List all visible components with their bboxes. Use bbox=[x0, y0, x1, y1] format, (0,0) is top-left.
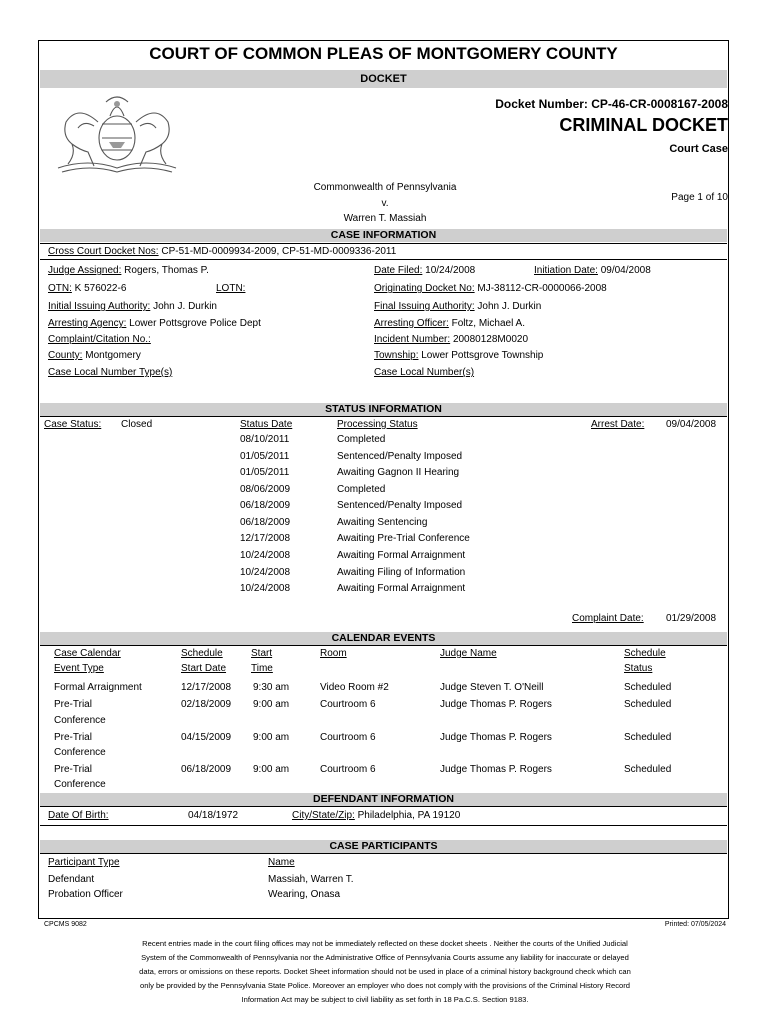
status-text: Completed bbox=[337, 484, 386, 495]
judge-label: Judge Assigned: bbox=[48, 265, 122, 276]
calendar-start-date: 12/17/2008 bbox=[181, 682, 232, 693]
status-date: 06/18/2009 bbox=[240, 500, 291, 511]
defendant-information-heading: DEFENDANT INFORMATION bbox=[40, 793, 727, 806]
case-status-value: Closed bbox=[121, 419, 153, 430]
case-local-number-type-label: Case Local Number Type(s) bbox=[48, 367, 173, 378]
township-label: Township: bbox=[374, 350, 419, 361]
calendar-start-time: 9:00 am bbox=[253, 732, 290, 743]
participant-type: Probation Officer bbox=[48, 889, 123, 900]
calendar-status: Scheduled bbox=[624, 732, 672, 743]
calendar-start-time: 9:00 am bbox=[253, 699, 290, 710]
township-value: Lower Pottsgrove Township bbox=[421, 350, 544, 361]
status-date: 01/05/2011 bbox=[240, 451, 290, 462]
status-date-header: Status Date bbox=[240, 419, 293, 430]
participant-type-header: Participant Type bbox=[48, 857, 120, 868]
final-authority-value: John J. Durkin bbox=[477, 301, 542, 312]
calendar-start-time: 9:30 am bbox=[253, 682, 290, 693]
disclaimer-line: only be provided by the Pennsylvania State Police. Moreover an employer who does not comply with the provisions of the Criminal History Record bbox=[139, 981, 631, 990]
calendar-status: Scheduled bbox=[624, 699, 672, 710]
participant-name: Wearing, Onasa bbox=[268, 889, 341, 900]
cross-court-value: CP-51-MD-0009934-2009, CP-51-MD-0009336-2011 bbox=[161, 246, 397, 257]
disclaimer-line: System of the Commonwealth of Pennsylvania nor the Administrative Office of Pennsylvania Courts assume any liability for inaccurate or delayed bbox=[141, 953, 629, 962]
date-filed-label: Date Filed: bbox=[374, 265, 423, 276]
divider bbox=[40, 806, 727, 807]
city-state-zip-label: City/State/Zip: bbox=[292, 810, 355, 821]
docket-type: CRIMINAL DOCKET bbox=[559, 115, 728, 135]
status-date: 10/24/2008 bbox=[240, 550, 291, 561]
calendar-room: Courtroom 6 bbox=[320, 699, 376, 710]
arresting-agency-label: Arresting Agency: bbox=[48, 318, 127, 329]
cross-court-label: Cross Court Docket Nos: bbox=[48, 246, 159, 257]
calendar-events-heading: CALENDAR EVENTS bbox=[40, 632, 727, 645]
arrest-date-value: 09/04/2008 bbox=[666, 419, 717, 430]
incident-number-label: Incident Number: bbox=[374, 334, 451, 345]
calendar-header-start-date: Start Date bbox=[181, 663, 227, 674]
status-text: Awaiting Filing of Information bbox=[337, 567, 466, 578]
status-date: 10/24/2008 bbox=[240, 567, 291, 578]
arresting-agency-value: Lower Pottsgrove Police Dept bbox=[129, 318, 261, 329]
page-number: Page 1 of 10 bbox=[671, 192, 728, 203]
calendar-start-date: 06/18/2009 bbox=[181, 764, 232, 775]
status-date: 06/18/2009 bbox=[240, 517, 291, 528]
status-information-heading: STATUS INFORMATION bbox=[40, 403, 727, 416]
participant-name-header: Name bbox=[268, 857, 295, 868]
calendar-header-event-type: Event Type bbox=[54, 663, 104, 674]
calendar-judge: Judge Thomas P. Rogers bbox=[440, 764, 552, 775]
court-case-label: Court Case bbox=[669, 143, 728, 155]
arrest-date-label: Arrest Date: bbox=[591, 419, 645, 430]
calendar-header-judge: Judge Name bbox=[440, 648, 497, 659]
status-date: 12/17/2008 bbox=[240, 533, 291, 544]
date-filed-value: 10/24/2008 bbox=[425, 265, 476, 276]
divider bbox=[40, 243, 727, 244]
status-date: 08/06/2009 bbox=[240, 484, 291, 495]
initial-authority-value: John J. Durkin bbox=[153, 301, 217, 312]
county-value: Montgomery bbox=[85, 350, 141, 361]
originating-docket-label: Originating Docket No: bbox=[374, 283, 475, 294]
docket-label: DOCKET bbox=[40, 70, 727, 88]
calendar-header-status: Status bbox=[624, 663, 653, 674]
calendar-event-type: Pre-Trial bbox=[54, 764, 92, 775]
initial-authority-label: Initial Issuing Authority: bbox=[48, 301, 151, 312]
calendar-header-start-date: Schedule bbox=[181, 648, 223, 659]
status-text: Awaiting Formal Arraignment bbox=[337, 550, 466, 561]
dob-label: Date Of Birth: bbox=[48, 810, 109, 821]
calendar-judge: Judge Thomas P. Rogers bbox=[440, 699, 552, 710]
arresting-officer-label: Arresting Officer: bbox=[374, 318, 449, 329]
calendar-start-date: 02/18/2009 bbox=[181, 699, 232, 710]
caption-commonwealth: Commonwealth of Pennsylvania bbox=[313, 182, 457, 193]
complaint-citation-label: Complaint/Citation No.: bbox=[48, 334, 151, 345]
calendar-judge: Judge Thomas P. Rogers bbox=[440, 732, 552, 743]
case-local-number-label: Case Local Number(s) bbox=[374, 367, 475, 378]
status-date: 10/24/2008 bbox=[240, 583, 291, 594]
printed-date: Printed: 07/05/2024 bbox=[664, 921, 726, 928]
divider bbox=[40, 645, 727, 646]
court-title: COURT OF COMMON PLEAS OF MONTGOMERY COUNTY bbox=[149, 44, 618, 63]
dob-value: 04/18/1972 bbox=[188, 810, 239, 821]
caption-v: v. bbox=[381, 198, 389, 209]
complaint-date-label: Complaint Date: bbox=[572, 613, 644, 624]
calendar-start-date: 04/15/2009 bbox=[181, 732, 232, 743]
city-state-zip-value: Philadelphia, PA 19120 bbox=[357, 810, 461, 821]
calendar-event-type: Conference bbox=[54, 779, 106, 790]
status-text: Sentenced/Penalty Imposed bbox=[337, 451, 463, 462]
complaint-date-value: 01/29/2008 bbox=[666, 613, 717, 624]
disclaimer bbox=[60, 937, 710, 1007]
case-participants-heading: CASE PARTICIPANTS bbox=[40, 840, 727, 853]
divider bbox=[40, 853, 727, 854]
docket-number: Docket Number: CP-46-CR-0008167-2008 bbox=[495, 97, 728, 111]
calendar-room: Courtroom 6 bbox=[320, 732, 376, 743]
calendar-event-type: Formal Arraignment bbox=[54, 682, 142, 693]
calendar-header-start-time: Time bbox=[251, 663, 273, 674]
calendar-start-time: 9:00 am bbox=[253, 764, 290, 775]
lotn-label: LOTN: bbox=[216, 283, 246, 294]
calendar-header-start-time: Start bbox=[251, 648, 273, 659]
originating-docket-value: MJ-38112-CR-0000066-2008 bbox=[477, 283, 607, 294]
divider bbox=[40, 416, 727, 417]
participant-name: Massiah, Warren T. bbox=[268, 874, 354, 885]
status-date: 08/10/2011 bbox=[240, 434, 290, 445]
initiation-date-value: 09/04/2008 bbox=[600, 265, 651, 276]
processing-status-header: Processing Status bbox=[337, 419, 418, 430]
otn-label: OTN: bbox=[48, 283, 72, 294]
status-text: Awaiting Gagnon II Hearing bbox=[337, 467, 460, 478]
calendar-status: Scheduled bbox=[624, 764, 672, 775]
calendar-judge: Judge Steven T. O'Neill bbox=[440, 682, 544, 693]
status-text: Awaiting Formal Arraignment bbox=[337, 583, 466, 594]
status-text: Awaiting Pre-Trial Conference bbox=[337, 533, 470, 544]
calendar-room: Courtroom 6 bbox=[320, 764, 376, 775]
caption-defendant: Warren T. Massiah bbox=[343, 213, 427, 224]
case-information-heading: CASE INFORMATION bbox=[40, 229, 727, 242]
calendar-event-type: Pre-Trial bbox=[54, 699, 92, 710]
final-authority-label: Final Issuing Authority: bbox=[374, 301, 475, 312]
status-text: Sentenced/Penalty Imposed bbox=[337, 500, 463, 511]
calendar-header-room: Room bbox=[320, 648, 347, 659]
calendar-header-status: Schedule bbox=[624, 648, 666, 659]
judge-value: Rogers, Thomas P. bbox=[124, 265, 209, 276]
calendar-header-event-type: Case Calendar bbox=[54, 648, 121, 659]
arresting-officer-value: Foltz, Michael A. bbox=[451, 318, 525, 329]
disclaimer-line: data, errors or omissions on these reports. Docket Sheet information should not be used in place of a criminal history background check which can bbox=[139, 967, 631, 976]
status-date: 01/05/2011 bbox=[240, 467, 290, 478]
divider bbox=[40, 825, 727, 826]
case-status-label: Case Status: bbox=[44, 419, 102, 430]
disclaimer-line: Recent entries made in the court filing offices may not be immediately reflected on these docket sheets . Neither the courts of the Unified Judicial bbox=[142, 939, 628, 948]
calendar-status: Scheduled bbox=[624, 682, 672, 693]
divider bbox=[40, 259, 727, 260]
calendar-room: Video Room #2 bbox=[320, 682, 389, 693]
calendar-event-type: Pre-Trial bbox=[54, 732, 92, 743]
pennsylvania-seal bbox=[48, 92, 186, 176]
incident-number-value: 20080128M0020 bbox=[452, 334, 529, 345]
disclaimer-line: Information Act may be subject to civil liability as set forth in 18 Pa.C.S. Section 9183. bbox=[241, 995, 529, 1004]
initiation-date-label: Initiation Date: bbox=[534, 265, 598, 276]
calendar-event-type: Conference bbox=[54, 715, 106, 726]
county-label: County: bbox=[48, 350, 83, 361]
form-id: CPCMS 9082 bbox=[44, 921, 87, 928]
status-text: Completed bbox=[337, 434, 386, 445]
participant-type: Defendant bbox=[48, 874, 95, 885]
calendar-event-type: Conference bbox=[54, 747, 106, 758]
otn-value: K 576022-6 bbox=[74, 283, 127, 294]
status-text: Awaiting Sentencing bbox=[337, 517, 428, 528]
